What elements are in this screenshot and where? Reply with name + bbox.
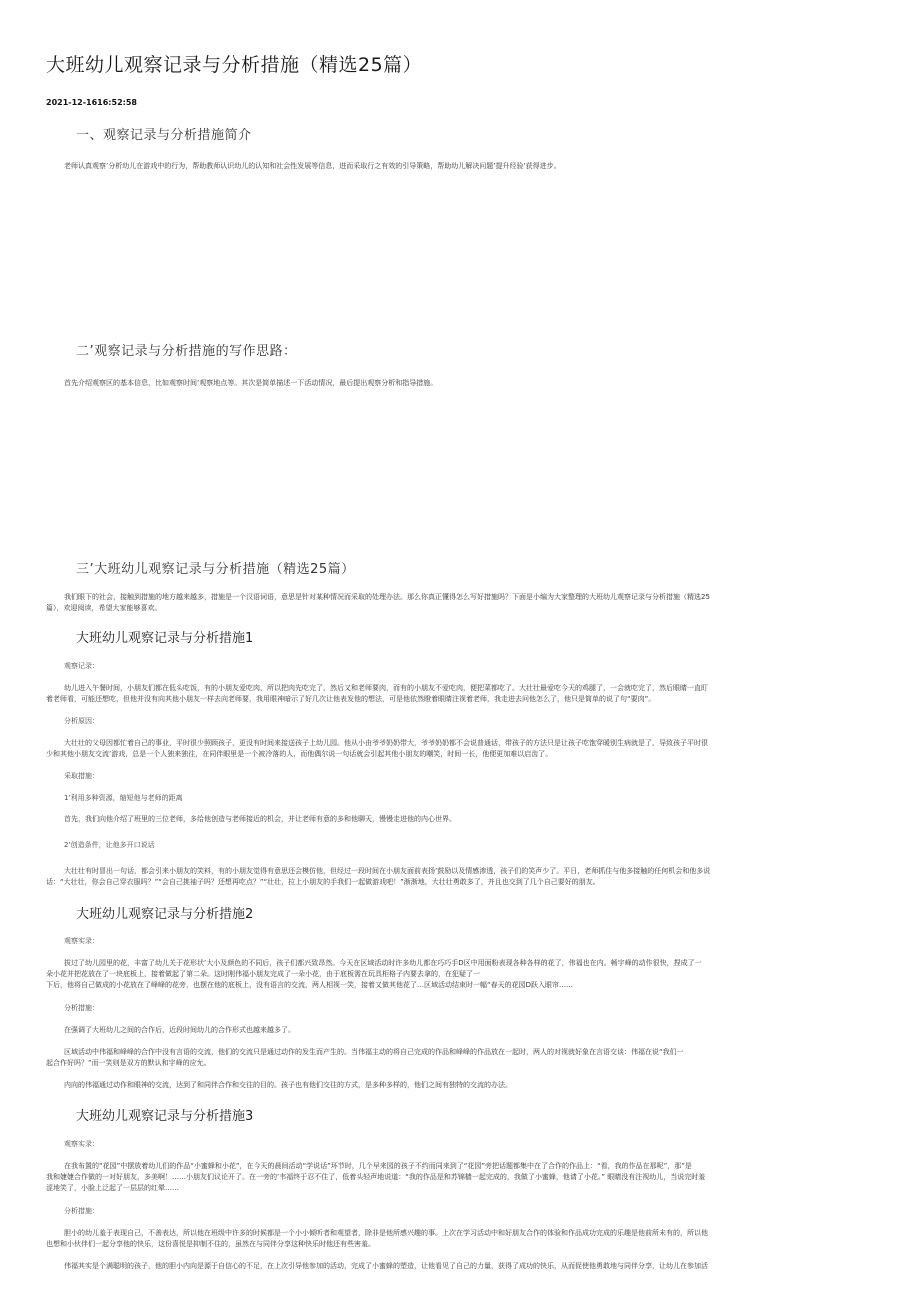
article-2-label-analysis: 分析措施： bbox=[64, 1004, 99, 1012]
article-3-para-2a: 胆小的幼儿羞于表现自己，不善表达，所以他在班级中许多的时候都是一个小小倾听者和观望者，除非是他所感兴趣的事。上次在学习活动中和好朋友合作的体验和作品成功完成的乐趣是他前所未有的，所以他 bbox=[64, 1229, 708, 1237]
article-3-label-record: 观察实录： bbox=[64, 1140, 99, 1148]
article-1-heading: 大班幼儿观察记录与分析措施1 bbox=[76, 631, 254, 646]
article-3-para-3: 伟福其实是个满聪明的孩子，他的胆小内向是源于自信心的不足，在上次引导他参加的活动，完成了小蜜蜂的塑造，让他看见了自己的力量，获得了成功的快乐，从而促使他勇敢地与同伴分享，让幼儿在参加活 bbox=[64, 1262, 708, 1270]
article-2-para-4: 内向的伟福通过动作和眼神的交流，达到了和同伴合作和交往的目的。孩子也有他们交往的方式，是多种多样的，他们之间有独特的交流的办法。 bbox=[64, 1081, 512, 1089]
document-title: 大班幼儿观察记录与分析措施（精选25篇） bbox=[46, 54, 423, 76]
article-2-para-1c: 下后，他将自己做成的小花放在了峰峰的花旁，也摆在他的底板上，没有语言的交流，两人相视一笑，接着又做其他花了…区域活动结束时一幅“春天的花园D跃入眼帘…… bbox=[46, 981, 574, 989]
article-1-label-record: 观察记录： bbox=[64, 662, 99, 670]
article-1-para-1b: 着老师看，可能还想吃，但他并没有向其他小朋友一样去向老师要，我用眼神暗示了好几次让他表发他的想法，可是他依然瞪着眼睛注视着老师，我走进去问他怎么了，他只是简单的说了句“要肉”。 bbox=[46, 695, 656, 703]
section-3-intro-line-2: 篇），欢迎阅读，希望大家能够喜欢。 bbox=[46, 604, 162, 612]
article-1-para-2b: 少和其他小朋友交流’游戏，总是一个人独来独往，在同伴眼里是一个被冷落的人，而他偶尔说一句话就会引起其他小朋友的嘲笑，时间一长，他便更加难以启齿了。 bbox=[46, 750, 553, 758]
section-3-intro-line-1: 我们眼下的社会，接触到措施的地方越来越多，措施是一个汉语词语，意思是针对某种情况而采取的处理办法。那么你真正懂得怎么写好措施吗？下面是小编为大家整理的大班幼儿观察记录与分析措施（精选25 bbox=[64, 593, 710, 601]
section-2-body: 首先介绍观察区的基本信息，比如观察时间’观察地点等。其次是简单描述一下活动情况，最后提出观察分析和指导措施。 bbox=[64, 379, 438, 387]
article-1-measure-1-body: 首先，我们向他介绍了班里的三位老师，多给他创造与老师接近的机会，并让老师有意的多和他聊天，慢慢走进他的内心世界。 bbox=[64, 815, 456, 823]
section-1-body: 老师认真观察’分析幼儿在游戏中的行为，帮助教师认识幼儿的认知和社会性发展等信息，进而采取行之有效的引导策略，帮助幼儿解决问题’提升经验’获得进步。 bbox=[64, 162, 561, 170]
section-3-heading: 三’大班幼儿观察记录与分析措施（精选25篇） bbox=[76, 562, 355, 577]
article-1-label-measures: 采取措施： bbox=[64, 772, 99, 780]
article-2-para-3b: 起合作好吗？”而一笑则是双方的默认和宇峰的应允。 bbox=[46, 1059, 211, 1067]
section-2-heading: 二’观察记录与分析措施的写作思路： bbox=[76, 344, 297, 359]
article-2-para-1a: 拔过了幼儿园里的花，丰富了幼儿关于花形状’大小及颜色的不同后，孩子们都兴致昂然。今天在区域活动时许多幼儿都在巧巧手D区中用面粉表现各种各样的花了，伟福也在内。畅宇峰的动作很快，捏成了一 bbox=[64, 959, 702, 967]
article-1-para-3b: 话：“大壮壮，你会自己穿衣服吗？”“会自己挑袖子吗？还想再吃点？”“壮壮，拉上小朋友的手我们一起做游戏吧！”渐渐地，大壮壮勇敢多了，并且也交到了几个自己要好的朋友。 bbox=[46, 878, 600, 886]
article-2-para-2: 在强调了大班幼儿之间的合作后，近段时间幼儿的合作形式也越来越多了。 bbox=[64, 1026, 295, 1034]
article-1-measure-2: 2’创造条件，让他多开口说话 bbox=[64, 841, 155, 849]
article-3-para-1a: 在我布置的“花园”中摆放着幼儿们的作品“小蜜蜂和小花”，在今天的晨间活动“学说话”环节时，几个早来园的孩子不约而同来到了“花园”旁把话题都集中在了合作的作品上：“看，我的作品在那呢”，那”是 bbox=[64, 1162, 692, 1170]
article-3-heading: 大班幼儿观察记录与分析措施3 bbox=[76, 1109, 254, 1124]
article-3-para-1b: 我和婕婕合作做的一对好朋友，多美啊！……小朋友们议论开了。在一旁的’韦福终于忍不住了，低着头轻声地说道：“我的作品是和苏锦樯一起完成的，我做了小蜜蜂，他请了小花。” 眼睛没有注视幼儿，当说完时羞 bbox=[46, 1173, 706, 1181]
article-2-heading: 大班幼儿观察记录与分析措施2 bbox=[76, 907, 254, 922]
article-1-measure-1: 1’利用多种资源，缩短他与老师的距离 bbox=[64, 794, 183, 802]
section-1-heading: 一、观察记录与分析措施简介 bbox=[76, 128, 252, 143]
article-2-para-1b: 朵小花并把花放在了一块底板上，接着做起了第二朵。这时刚伟福小朋友完成了一朵小花，由于底板需在玩具柜格子内要去拿的，在犯疑了一 bbox=[46, 970, 480, 978]
publish-date: 2021-12-1616:52:58 bbox=[46, 98, 137, 107]
article-1-para-2a: 大壮壮的父母因都忙着自己的事业，平时很少照顾孩子，更没有时间来接送孩子上幼儿园。他从小由爷爷奶奶带大，爷爷奶奶都不会说普通话，带孩子的方法只是让孩子吃饱穿暖别生病就是了，导致孩子平时很 bbox=[64, 739, 708, 747]
article-1-para-1a: 幼儿进入午餐时间，小朋友们都在低头吃饭，有的小朋友爱吃肉，所以把肉先吃完了，然后又和老师要肉，而有的小朋友不爱吃肉，便把菜都吃了。大壮壮最爱吃今天的鸡腿了，一会就吃完了，然后眼睛一直盯 bbox=[64, 684, 708, 692]
article-3-label-analysis: 分析措施： bbox=[64, 1207, 99, 1215]
article-2-label-record: 观察实录： bbox=[64, 937, 99, 945]
article-1-para-3a: 大壮壮有时冒出一句话，都会引来小朋友的笑料，有的小朋友觉得有意思还会模仿他，但经过一段时间在小朋友面前表扬’鼓励以及情感渗透，孩子们的笑声少了。平日，老师抓住与他多接触的任何机会和他多说 bbox=[64, 867, 711, 875]
article-2-para-3a: 区域活动中伟福和峰峰的合作中没有言语的交流，他们的交流只是通过动作的发生而产生的。当伟福主动的将自己完成的作品和峰峰的作品放在一起时，两人的对视就好象在言语交谈：伟福在说“我们一 bbox=[64, 1048, 684, 1056]
article-3-para-2b: 也想和小伙伴们一起分享他的快乐，这份喜悦是抑制不住的，虽然在与同伴分享这种快乐时他还有些害羞。 bbox=[46, 1240, 375, 1248]
article-3-para-1c: 涩地笑了，小脸上泛起了一层层的红晕…… bbox=[46, 1184, 179, 1192]
article-1-label-cause: 分析原因： bbox=[64, 717, 99, 725]
